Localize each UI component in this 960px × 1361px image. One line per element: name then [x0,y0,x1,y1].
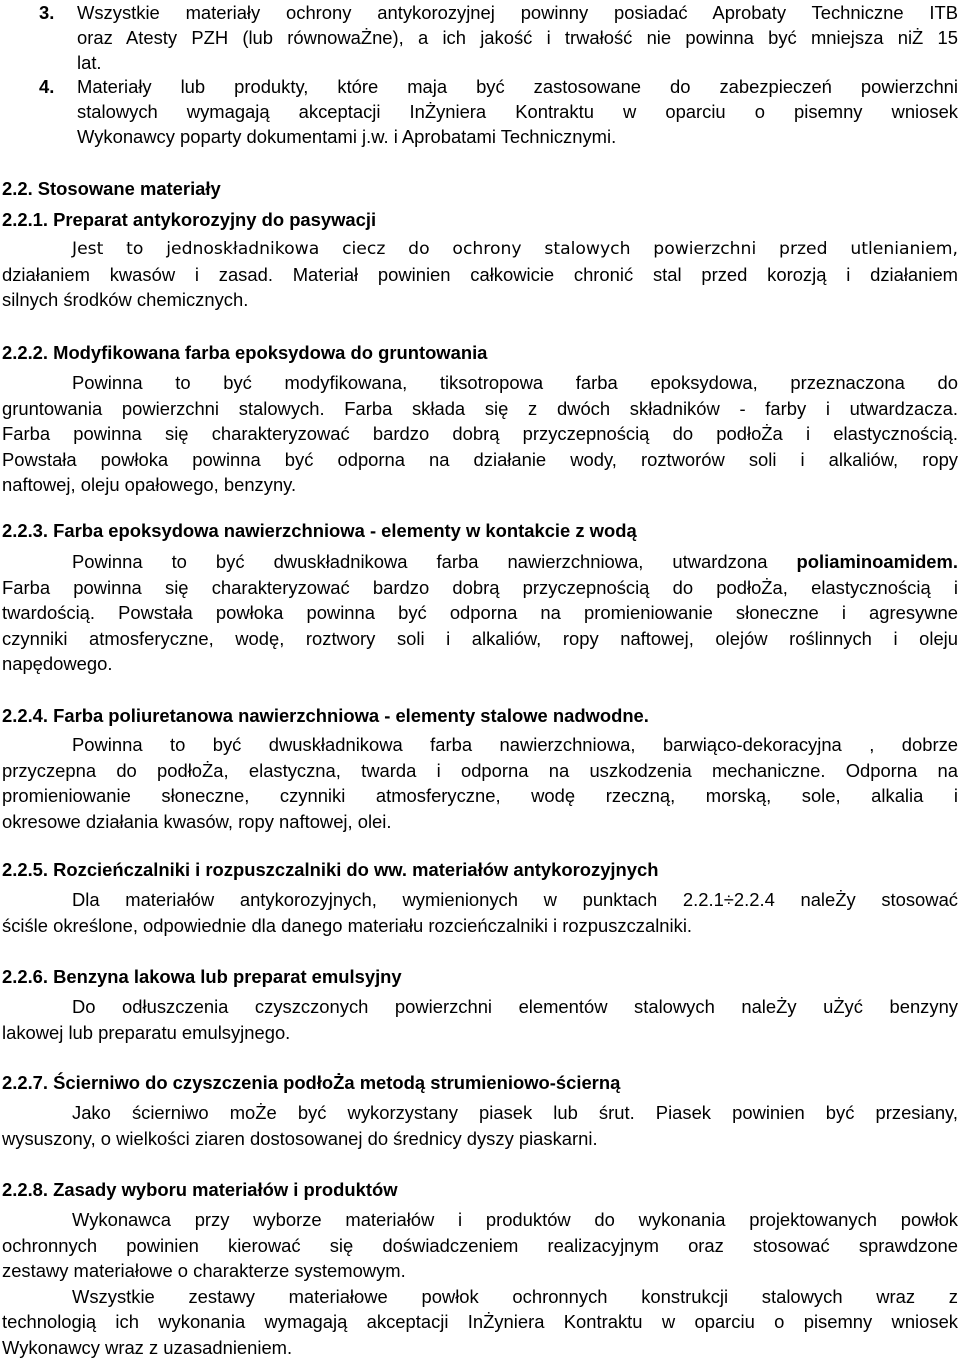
paragraph-line: Wykonawca przy wyborze materiałów i produktów do wykonania projektowanych powłok [72,1209,958,1230]
list-text-line: Wykonawcy poparty dokumentami j.w. i Aprobatami Technicznymi. [77,126,617,147]
paragraph-line: działaniem kwasów i zasad. Materiał powinien całkowicie chronić stal przed korozją i działaniem [2,263,958,285]
paragraph-line: przyczepna do podłoŻa, elastyczna, twarda i odporna na uszkodzenia mechaniczne. Odporna na [2,759,958,781]
paragraph-line: wysuszony, o wielkości ziaren dostosowanej do średnicy dyszy piaskarni. [2,1127,598,1149]
subsection-heading: 2.2.5. Rozcieńczalniki i rozpuszczalniki do ww. materiałów antykorozyjnych [2,859,659,880]
paragraph-line: ochronnych powinien kierować się doświadczeniem realizacyjnym oraz stosować sprawdzone [2,1234,958,1256]
paragraph-line: napędowego. [2,653,113,675]
subsection-heading: 2.2.2. Modyfikowana farba epoksydowa do gruntowania [2,342,488,363]
paragraph-line: Powinna to być dwuskładnikowa farba nawierzchniowa, barwiąco-dekoracyjna , dobrze [72,734,958,755]
paragraph-line [2,549,958,575]
subsection-body [2,370,958,498]
list-number: 4. [39,76,55,97]
paragraph-line: Dla materiałów antykorozyjnych, wymienionych w punktach 2.2.1÷2.2.4 naleŻy stosować [72,889,958,910]
subsection-body [2,1207,958,1361]
bold-term: poliaminoamidem. [796,551,958,572]
subsection-heading: 2.2.8. Zasady wyboru materiałów i produktów [2,1179,398,1200]
list-text-line: Wszystkie materiały ochrony antykorozyjnej powinny posiadać Aprobaty Techniczne ITB [77,2,958,23]
paragraph-line: Wszystkie zestawy materiałowe powłok ochronnych konstrukcji stalowych wraz z [72,1285,958,1307]
list-text-line: Materiały lub produkty, które maja być zastosowane do zabezpieczeń powierzchni [77,76,958,97]
subsection-body [2,732,958,834]
paragraph-line: Powinna to być modyfikowana, tiksotropowa farba epoksydowa, przeznaczona do [72,372,958,393]
paragraph-line: naftowej, oleju opałowego, benzyny. [2,474,297,496]
paragraph-line: czynniki atmosferyczne, wodę, roztwory soli i alkaliów, ropy naftowej, olejów roślinnych i oleju [2,627,958,649]
paragraph-line: lakowej lub preparatu emulsyjnego. [2,1021,291,1043]
paragraph-line: technologią ich wykonania wymagają akceptacji InŻyniera Kontraktu w oparciu o pisemny wniosek [2,1311,958,1333]
paragraph-line: okresowe działania kwasów, ropy naftowej, olei. [2,810,392,832]
paragraph-line: promieniowanie słoneczne, czynniki atmosferyczne, wodę rzeczną, morską, sole, alkalia i [2,785,958,807]
list-text-line: stalowych wymagają akceptacji InŻyniera Kontraktu w oparciu o pisemny wniosek [77,101,958,122]
paragraph-line: twardością. Powstała powłoka powinna być odporna na promieniowanie słoneczne i agresywne [2,602,958,624]
paragraph-line: silnych środków chemicznych. [2,289,249,311]
subsection-body [2,1100,958,1151]
subsection-body [2,994,958,1045]
paragraph-line: Farba powinna się charakteryzować bardzo dobrą przyczepnością do podłoŻa i elastycznością. [2,423,958,445]
subsection-heading: 2.2.1. Preparat antykorozyjny do pasywacji [2,209,377,230]
subsection-heading: 2.2.3. Farba epoksydowa nawierzchniowa - elementy w kontakcie z wodą [2,520,637,541]
paragraph-line: zestawy materiałowe o charakterze systemowym. [2,1260,406,1282]
list-text-line: oraz Atesty PZH (lub równowaŻne), a ich jakość i trwałość nie powinna być mniejsza niŻ 15 [77,27,958,48]
paragraph-line: Powstała powłoka powinna być odporna na działanie wody, roztworów soli i alkaliów, ropy [2,448,958,470]
paragraph-line: Wykonawcy wraz z uzasadnieniem. [2,1336,293,1358]
subsection-heading: 2.2.7. Ścierniwo do czyszczenia podłoŻa metodą strumieniowo-ścierną [2,1072,621,1093]
subsection-body [2,887,958,938]
subsection-body [2,237,958,313]
paragraph-line: Jako ścierniwo moŻe być wykorzystany piasek lub śrut. Piasek powinien być przesiany, [72,1102,958,1123]
subsection-body [2,549,958,677]
list-text-line: lat. [77,52,102,73]
paragraph-line: gruntowania powierzchni stalowych. Farba składa się z dwóch składników - farby i utwardzacza. [2,397,958,419]
paragraph-line: Farba powinna się charakteryzować bardzo dobrą przyczepnością do podłoŻa, elastycznością i [2,576,958,598]
list-number: 3. [39,2,55,23]
paragraph-line: Do odłuszczenia czyszczonych powierzchni elementów stalowych naleŻy uŻyć benzyny [72,996,958,1017]
section-heading: 2.2. Stosowane materiały [2,178,221,199]
subsection-heading: 2.2.6. Benzyna lakowa lub preparat emulsyjny [2,966,402,987]
subsection-heading: 2.2.4. Farba poliuretanowa nawierzchniowa - elementy stalowe nadwodne. [2,705,649,726]
paragraph-text: Powinna to być dwuskładnikowa farba nawierzchniowa, utwardzona [72,551,797,572]
paragraph-line: ściśle określone, odpowiednie dla danego materiału rozcieńczalniki i rozpuszczalniki. [2,914,693,936]
paragraph-line: Jest to jednoskładnikowa ciecz do ochrony stalowych powierzchni przed utlenianiem, [72,239,958,259]
